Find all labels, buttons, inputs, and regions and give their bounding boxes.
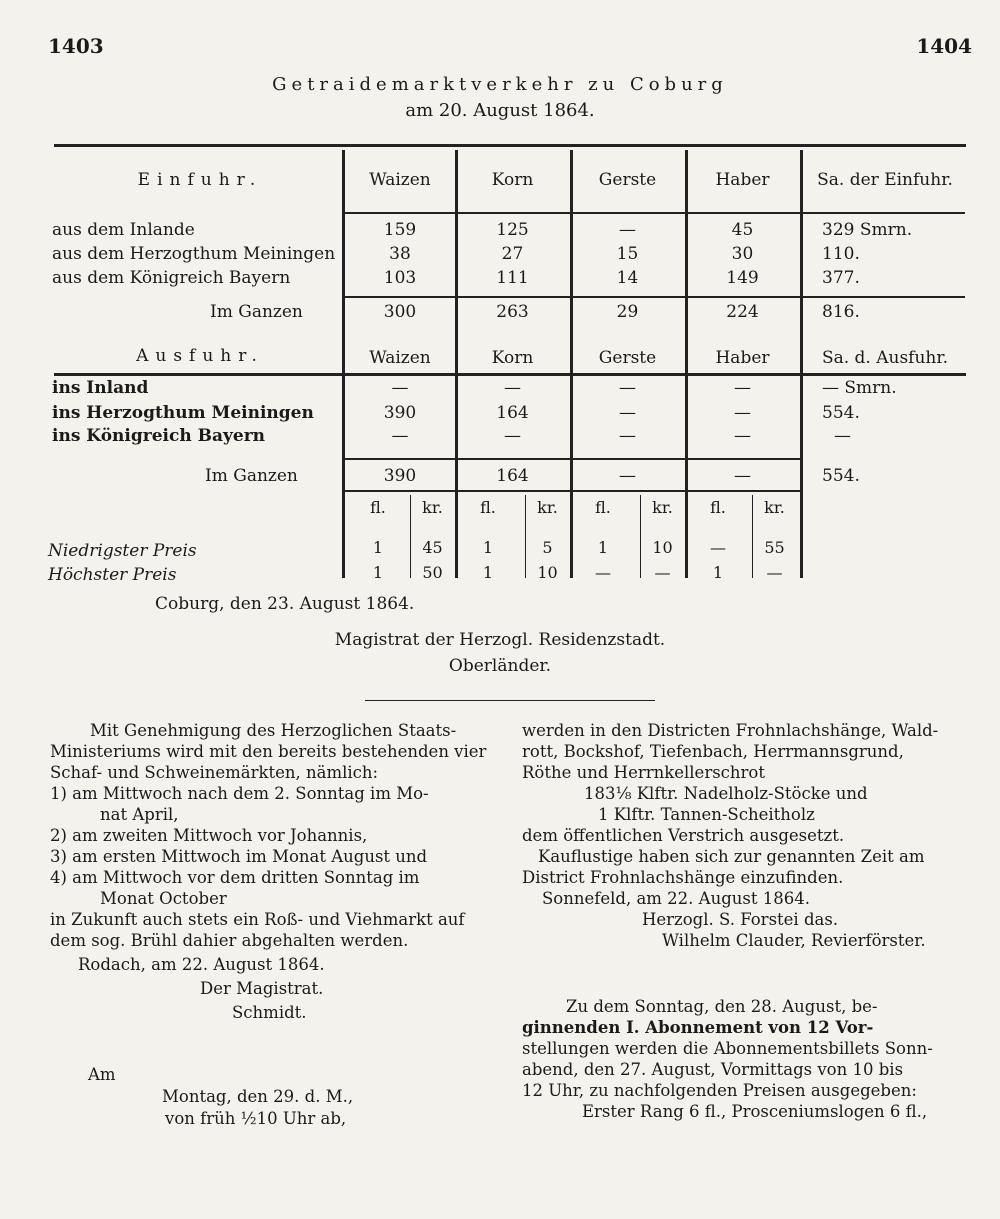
price-unit: fl. bbox=[595, 498, 611, 517]
import-row-label: aus dem Herzogthum Meiningen bbox=[52, 244, 336, 264]
notice-line: rott, Bockshof, Tiefenbach, Herrmannsgrund, bbox=[522, 742, 904, 761]
import-cell: 149 bbox=[726, 268, 759, 288]
price-cell: — bbox=[710, 538, 726, 557]
price-row-label: Höchster Preis bbox=[48, 565, 177, 585]
import-header-korn: Korn bbox=[491, 170, 534, 190]
export-total-cell: 164 bbox=[496, 466, 529, 486]
import-cell: 14 bbox=[616, 268, 639, 288]
export-cell: — bbox=[504, 426, 521, 446]
price-cell: 1 bbox=[482, 563, 494, 582]
export-cell: — bbox=[734, 403, 751, 423]
notice-line: 2) am zweiten Mittwoch vor Johannis, bbox=[50, 826, 368, 845]
import-cell: 15 bbox=[616, 244, 639, 264]
notice-line: dem öffentlichen Verstrich ausgesetzt. bbox=[522, 826, 845, 845]
theatre-notice bbox=[522, 996, 962, 1122]
coburg-signature: Oberländer. bbox=[448, 656, 552, 676]
page-number-left: 1403 bbox=[48, 34, 104, 58]
table-vertical-rule bbox=[342, 150, 345, 578]
import-total-cell: 300 bbox=[383, 302, 417, 322]
export-cell: 554. bbox=[822, 403, 860, 423]
price-cell: 10 bbox=[652, 538, 673, 557]
table-top-rule bbox=[54, 144, 966, 147]
export-cell: — bbox=[619, 426, 636, 446]
import-cell: 38 bbox=[389, 244, 411, 264]
page-number-right: 1404 bbox=[916, 34, 972, 58]
notice-line: Schaf- und Schweinemärkten, nämlich: bbox=[50, 763, 379, 782]
import-cell: — bbox=[619, 220, 636, 240]
notice-line: ginnenden I. Abonnement von 12 Vor- bbox=[522, 1018, 874, 1037]
export-header-label: Ausfuhr. bbox=[136, 346, 264, 366]
price-unit: kr. bbox=[764, 498, 785, 517]
export-total-cell: — bbox=[619, 466, 636, 486]
price-cell: 1 bbox=[712, 563, 724, 582]
import-total-cell: 816. bbox=[822, 302, 860, 322]
table-vertical-rule bbox=[800, 150, 803, 578]
price-cell: 5 bbox=[542, 538, 553, 557]
notice-line: District Frohnlachshänge einzufinden. bbox=[522, 868, 844, 887]
price-unit: fl. bbox=[480, 498, 496, 517]
notice-line: Erster Rang 6 fl., Prosceniumslogen 6 fl., bbox=[582, 1102, 928, 1121]
import-cell: 111 bbox=[496, 268, 529, 288]
notice-line: Kauflustige haben sich zur genannten Zeit am bbox=[538, 847, 925, 866]
import-header-sum: Sa. der Einfuhr. bbox=[817, 170, 953, 190]
notice-line: Sonnefeld, am 22. August 1864. bbox=[542, 889, 810, 908]
price-cell: 1 bbox=[482, 538, 494, 557]
notice-line: abend, den 27. August, Vormittags von 10 bis bbox=[522, 1060, 904, 1079]
import-total-cell: 29 bbox=[616, 302, 639, 322]
rodach-signature: Schmidt. bbox=[232, 1003, 307, 1022]
notice-line: werden in den Districten Frohnlachshänge, Wald- bbox=[522, 721, 939, 740]
import-header-gerste: Gerste bbox=[598, 170, 657, 190]
price-cell: — bbox=[766, 563, 783, 582]
forest-sale-time: von früh ½10 Uhr ab, bbox=[165, 1109, 347, 1128]
import-row-label: aus dem Königreich Bayern bbox=[52, 268, 291, 288]
import-cell: 110. bbox=[822, 244, 860, 264]
import-total-cell: 224 bbox=[726, 302, 759, 322]
import-total-cell: 263 bbox=[496, 302, 529, 322]
notice-line: 183⅛ Klftr. Nadelholz-Stöcke und bbox=[584, 784, 868, 803]
notice-line: nat April, bbox=[100, 805, 179, 824]
notice-line: 1 Klftr. Tannen-Scheitholz bbox=[598, 805, 815, 824]
import-cell: 125 bbox=[496, 220, 529, 240]
market-report-date: am 20. August 1864. bbox=[405, 100, 595, 121]
import-header-label: Einfuhr. bbox=[137, 170, 263, 190]
price-row-label: Niedrigster Preis bbox=[48, 541, 197, 561]
export-header-haber: Haber bbox=[715, 348, 770, 368]
export-header-gerste: Gerste bbox=[598, 348, 657, 368]
export-cell: 164 bbox=[496, 403, 529, 423]
import-header-haber: Haber bbox=[715, 170, 770, 190]
table-vertical-rule bbox=[525, 495, 526, 578]
export-total-cell: 554. bbox=[822, 466, 860, 486]
price-unit: fl. bbox=[710, 498, 726, 517]
export-cell: — bbox=[619, 403, 636, 423]
price-cell: 1 bbox=[372, 563, 384, 582]
price-cell: 55 bbox=[764, 538, 785, 557]
import-row-label: aus dem Inlande bbox=[52, 220, 195, 240]
notice-line: 1) am Mittwoch nach dem 2. Sonntag im Mo- bbox=[50, 784, 429, 803]
notice-line: Röthe und Herrnkellerschrot bbox=[522, 763, 765, 782]
import-header-waizen: Waizen bbox=[369, 170, 431, 190]
export-cell: — bbox=[834, 426, 851, 446]
import-cell: 377. bbox=[822, 268, 860, 288]
export-row-label: ins Herzogthum Meiningen bbox=[52, 403, 314, 423]
price-cell: — bbox=[654, 563, 671, 582]
notice-line: Ministeriums wird mit den bereits bestehenden vier bbox=[50, 742, 487, 761]
price-cell: 1 bbox=[372, 538, 384, 557]
table-vertical-rule bbox=[455, 150, 458, 578]
price-unit: kr. bbox=[422, 498, 443, 517]
notice-line: Mit Genehmigung des Herzoglichen Staats- bbox=[90, 721, 457, 740]
price-cell: 45 bbox=[422, 538, 443, 557]
export-cell: — bbox=[734, 378, 751, 398]
import-cell: 103 bbox=[383, 268, 417, 288]
notice-line: dem sog. Brühl dahier abgehalten werden. bbox=[50, 931, 409, 950]
notice-line: in Zukunft auch stets ein Roß- und Viehmarkt auf bbox=[50, 910, 465, 929]
price-cell: 50 bbox=[422, 563, 443, 582]
export-row-label: ins Königreich Bayern bbox=[52, 426, 266, 446]
import-total-label: Im Ganzen bbox=[210, 302, 303, 322]
import-cell: 45 bbox=[731, 220, 754, 240]
rodach-place-date: Rodach, am 22. August 1864. bbox=[78, 955, 325, 974]
notice-line: Herzogl. S. Forstei das. bbox=[642, 910, 839, 929]
section-divider bbox=[365, 700, 655, 701]
rodach-notice bbox=[50, 720, 490, 951]
notice-line: 4) am Mittwoch vor dem dritten Sonntag im bbox=[50, 868, 420, 887]
export-header-korn: Korn bbox=[491, 348, 534, 368]
price-unit: fl. bbox=[370, 498, 386, 517]
price-cell: 10 bbox=[537, 563, 558, 582]
import-cell: 30 bbox=[731, 244, 754, 264]
import-header-rule bbox=[345, 212, 965, 214]
export-header-waizen: Waizen bbox=[369, 348, 431, 368]
notice-line: 12 Uhr, zu nachfolgenden Preisen ausgegeben: bbox=[522, 1081, 917, 1100]
rodach-authority: Der Magistrat. bbox=[200, 979, 324, 998]
forest-sale-am: Am bbox=[88, 1065, 116, 1084]
notice-line: Monat October bbox=[100, 889, 227, 908]
export-cell: — bbox=[391, 426, 409, 446]
table-vertical-rule bbox=[640, 495, 641, 578]
table-vertical-rule bbox=[685, 150, 688, 578]
import-cell: 159 bbox=[383, 220, 417, 240]
price-cell: 1 bbox=[597, 538, 609, 557]
export-row-label: ins Inland bbox=[52, 378, 149, 398]
export-total-label: Im Ganzen bbox=[205, 466, 298, 486]
notice-line: Wilhelm Clauder, Revierförster. bbox=[662, 931, 926, 950]
export-cell: — Smrn. bbox=[822, 378, 897, 398]
price-cell: — bbox=[595, 563, 611, 582]
export-total-cell: 390 bbox=[383, 466, 417, 486]
table-vertical-rule bbox=[410, 495, 411, 578]
market-report-title: Getraidemarktverkehr zu Coburg bbox=[272, 74, 728, 95]
table-vertical-rule bbox=[570, 150, 573, 578]
export-total-cell: — bbox=[734, 466, 751, 486]
export-cell: — bbox=[734, 426, 751, 446]
export-cell: — bbox=[391, 378, 409, 398]
price-unit: kr. bbox=[537, 498, 558, 517]
sonnefeld-notice bbox=[522, 720, 962, 951]
notice-line: Zu dem Sonntag, den 28. August, be- bbox=[566, 997, 878, 1016]
price-unit: kr. bbox=[652, 498, 673, 517]
import-cell: 27 bbox=[501, 244, 524, 264]
export-header-rule bbox=[54, 373, 966, 376]
export-cell: 390 bbox=[383, 403, 417, 423]
coburg-authority: Magistrat der Herzogl. Residenzstadt. bbox=[334, 630, 666, 650]
notice-line: 3) am ersten Mittwoch im Monat August und bbox=[50, 847, 428, 866]
coburg-place-date: Coburg, den 23. August 1864. bbox=[155, 594, 415, 614]
export-cell: — bbox=[504, 378, 521, 398]
import-total-rule bbox=[345, 296, 965, 298]
table-vertical-rule bbox=[752, 495, 753, 578]
forest-sale-date: Montag, den 29. d. M., bbox=[162, 1087, 354, 1106]
export-cell: — bbox=[619, 378, 636, 398]
export-header-sum: Sa. d. Ausfuhr. bbox=[821, 348, 949, 368]
import-cell: 329 Smrn. bbox=[822, 220, 913, 240]
notice-line: stellungen werden die Abonnementsbillets Sonn- bbox=[522, 1039, 933, 1058]
